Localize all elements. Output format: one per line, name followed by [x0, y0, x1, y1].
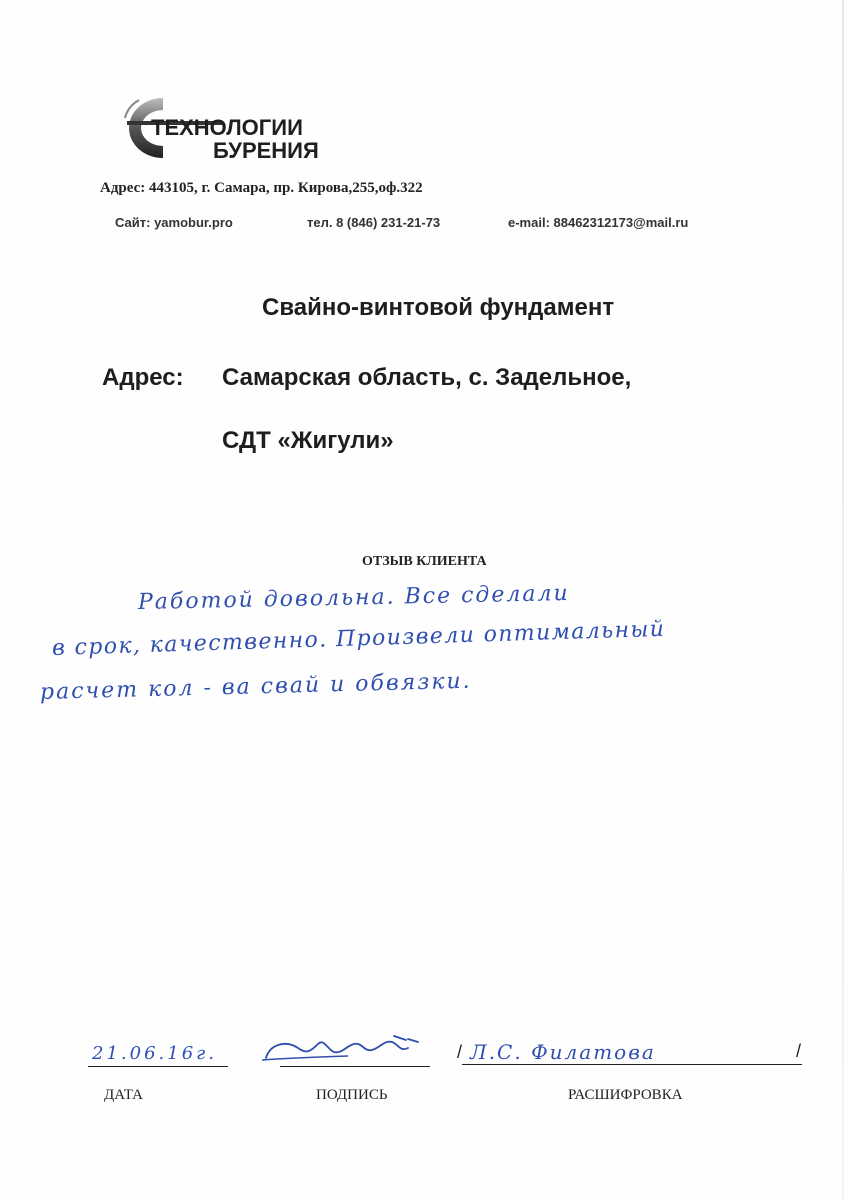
handwritten-signature: [258, 1030, 428, 1070]
review-handwritten-line: расчет кол - ва свай и обвязки.: [39, 668, 472, 705]
company-address: Адрес: 443105, г. Самара, пр. Кирова,255,оф.322: [100, 180, 423, 196]
signer-name: Л.С. Филатова: [470, 1040, 656, 1064]
decoding-bracket-left: /: [457, 1042, 463, 1062]
review-heading: ОТЗЫВ КЛИЕНТА: [362, 554, 487, 569]
object-address-line2: СДТ «Жигули»: [222, 427, 394, 454]
document-title: Свайно-винтовой фундамент: [262, 294, 615, 321]
scan-edge-shadow: [842, 0, 844, 1200]
company-email: e-mail: 88462312173@mail.ru: [508, 215, 689, 230]
decoding-label: РАСШИФРОВКА: [568, 1087, 683, 1103]
review-handwritten-line: в срок, качественно. Произвели оптимальный: [51, 616, 666, 661]
logo-text-line1: ТЕХНОЛОГИИ: [151, 115, 303, 140]
review-handwritten-line: Работой довольна. Все сделали: [137, 580, 570, 615]
signed-date: 21.06.16г.: [92, 1043, 217, 1064]
ring-c-logo-icon: [105, 88, 325, 168]
object-address-line1: Самарская область, с. Задельное,: [222, 364, 632, 391]
date-label: ДАТА: [104, 1087, 143, 1103]
signature-label: ПОДПИСЬ: [316, 1087, 388, 1103]
company-phone: тел. 8 (846) 231-21-73: [307, 215, 441, 230]
decoding-underline: [462, 1064, 802, 1065]
signature-underline: [280, 1066, 430, 1067]
logo-text-line2: БУРЕНИЯ: [213, 138, 319, 163]
date-underline: [88, 1066, 228, 1067]
object-address-label: Адрес:: [102, 364, 184, 391]
decoding-bracket-right: /: [796, 1041, 802, 1061]
company-site: Сайт: yamobur.pro: [115, 215, 233, 230]
company-logo: [105, 88, 325, 168]
